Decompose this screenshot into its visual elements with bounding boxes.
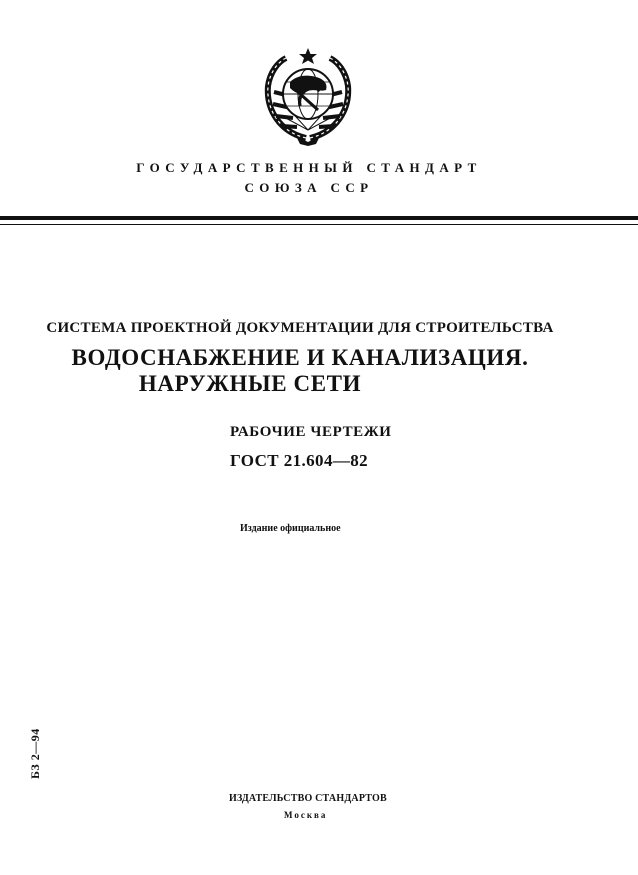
edition-label: Издание официальное bbox=[240, 523, 341, 534]
publisher-name: ИЗДАТЕЛЬСТВО СТАНДАРТОВ bbox=[229, 793, 387, 804]
series-title: СИСТЕМА ПРОЕКТНОЙ ДОКУМЕНТАЦИИ ДЛЯ СТРОИТЕЛЬСТВА bbox=[46, 320, 554, 336]
document-title-line2: НАРУЖНЫЕ СЕТИ bbox=[138, 371, 362, 396]
header-rule-thick bbox=[0, 216, 638, 220]
standard-number: ГОСТ 21.604—82 bbox=[230, 451, 369, 470]
publisher-city: Москва bbox=[284, 810, 328, 820]
ussr-state-emblem-icon bbox=[260, 46, 356, 148]
header-rule-thin bbox=[0, 224, 638, 225]
document-subtitle: РАБОЧИЕ ЧЕРТЕЖИ bbox=[230, 424, 392, 440]
side-code: БЗ 2—94 bbox=[28, 728, 42, 779]
document-title-line1: ВОДОСНАБЖЕНИЕ И КАНАЛИЗАЦИЯ. bbox=[71, 345, 529, 370]
header-ussr: СОЮЗА ССР bbox=[244, 180, 374, 195]
header-state-standard: ГОСУДАРСТВЕННЫЙ СТАНДАРТ bbox=[136, 160, 482, 175]
